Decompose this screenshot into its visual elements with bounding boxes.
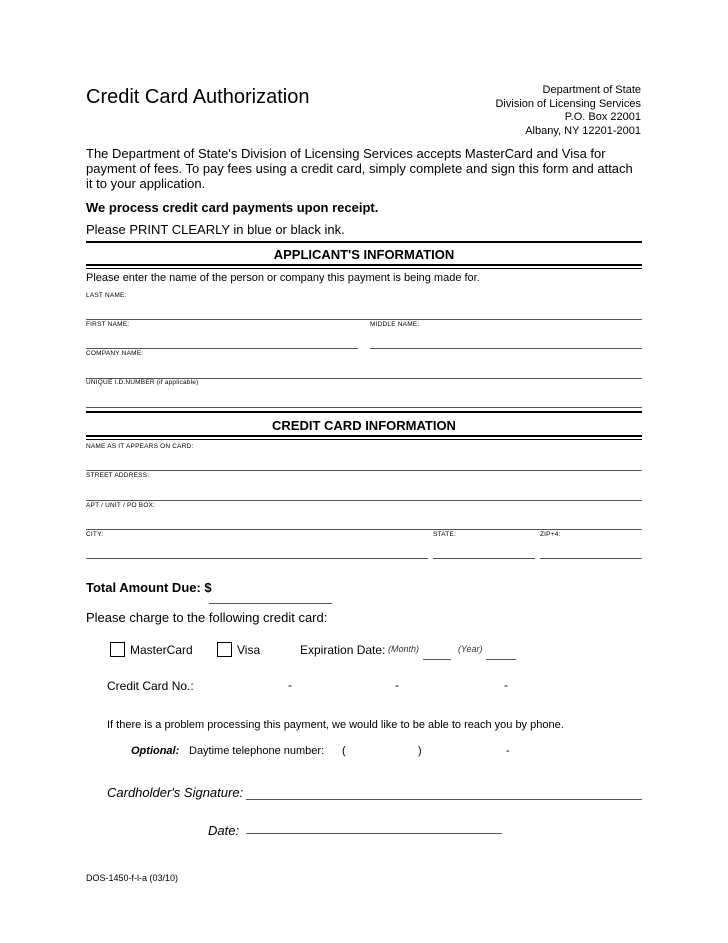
visa-label: Visa [237, 643, 261, 657]
section-rule [86, 264, 642, 266]
middle-name-field[interactable] [370, 348, 642, 349]
month-hint: (Month) [388, 644, 420, 654]
applicant-heading: APPLICANT'S INFORMATION [273, 247, 455, 262]
intro-line: The Department of State's Division of Licensing Services accepts MasterCard and Visa for [86, 146, 606, 161]
card-number-label: Credit Card No.: [107, 679, 194, 693]
department-address [495, 84, 641, 138]
intro-line: it to your application. [86, 176, 206, 191]
signature-field[interactable] [246, 799, 642, 800]
section-rule [86, 435, 642, 437]
print-note: Please PRINT CLEARLY in blue or black ink. [86, 222, 345, 237]
zip-label: ZIP+4: [540, 531, 561, 538]
last-name-field[interactable] [86, 319, 642, 320]
dept-line: Albany, NY 12201-2001 [525, 124, 641, 137]
card-info-heading: CREDIT CARD INFORMATION [272, 418, 456, 433]
city-label: CITY: [86, 531, 104, 538]
dept-line: Department of State [542, 84, 641, 96]
form-code: DOS-1450-f-l-a (03/10) [86, 873, 179, 883]
intro-paragraph [86, 146, 646, 191]
street-label: STREET ADDRESS: [86, 472, 150, 479]
city-field[interactable] [86, 558, 428, 559]
mastercard-label: MasterCard [130, 643, 193, 657]
visa-checkbox[interactable] [217, 642, 232, 657]
card-number-separator: - [504, 678, 508, 692]
unique-id-label: UNIQUE I.D.NUMBER (if applicable) [86, 379, 199, 386]
total-amount-field[interactable] [209, 603, 332, 604]
apt-field[interactable] [86, 529, 642, 530]
phone-close-paren: ) [418, 745, 422, 757]
name-on-card-label: NAME AS IT APPEARS ON CARD: [86, 443, 194, 450]
card-number-separator: - [395, 678, 399, 692]
phone-open-paren: ( [342, 745, 346, 757]
middle-name-label: MIDDLE NAME: [370, 321, 420, 328]
date-label: Date: [208, 823, 240, 838]
apt-label: APT / UNIT / PO BOX: [86, 502, 156, 509]
unique-id-field[interactable] [86, 407, 642, 408]
section-rule [86, 439, 642, 440]
date-field[interactable] [246, 833, 502, 834]
zip-field[interactable] [540, 558, 642, 559]
year-hint: (Year) [458, 644, 483, 654]
first-name-label: FIRST NAME: [86, 321, 130, 328]
intro-line: payment of fees. To pay fees using a credit card, simply complete and sign this form and attach [86, 161, 633, 176]
total-amount-label: Total Amount Due: $ [86, 580, 212, 595]
state-field[interactable] [433, 558, 535, 559]
phone-dash: - [506, 745, 510, 757]
receipt-note: We process credit card payments upon receipt. [86, 200, 379, 215]
dept-line: P.O. Box 22001 [564, 111, 641, 123]
company-name-label: COMPANY NAME: [86, 350, 144, 357]
section-rule [86, 411, 642, 413]
card-number-separator: - [288, 678, 292, 692]
state-label: STATE: [433, 531, 456, 538]
phone-label: Daytime telephone number: [189, 745, 325, 757]
name-on-card-field[interactable] [86, 470, 642, 471]
section-rule [86, 268, 642, 269]
section-rule [86, 241, 642, 243]
dept-line: Division of Licensing Services [495, 97, 641, 110]
applicant-instructions: Please enter the name of the person or company this payment is being made for. [86, 272, 480, 284]
signature-label: Cardholder's Signature: [107, 785, 244, 800]
problem-note: If there is a problem processing this payment, we would like to be able to reach you by phone. [107, 719, 564, 731]
street-field[interactable] [86, 500, 642, 501]
optional-label: Optional: [131, 745, 180, 757]
expiration-label: Expiration Date: [300, 643, 386, 657]
first-name-field[interactable] [86, 348, 358, 349]
exp-year-field[interactable] [486, 659, 516, 660]
last-name-label: LAST NAME: [86, 292, 127, 299]
page-title: Credit Card Authorization [86, 86, 310, 108]
exp-month-field[interactable] [423, 659, 451, 660]
mastercard-checkbox[interactable] [110, 642, 125, 657]
charge-prompt: Please charge to the following credit card: [86, 610, 328, 625]
